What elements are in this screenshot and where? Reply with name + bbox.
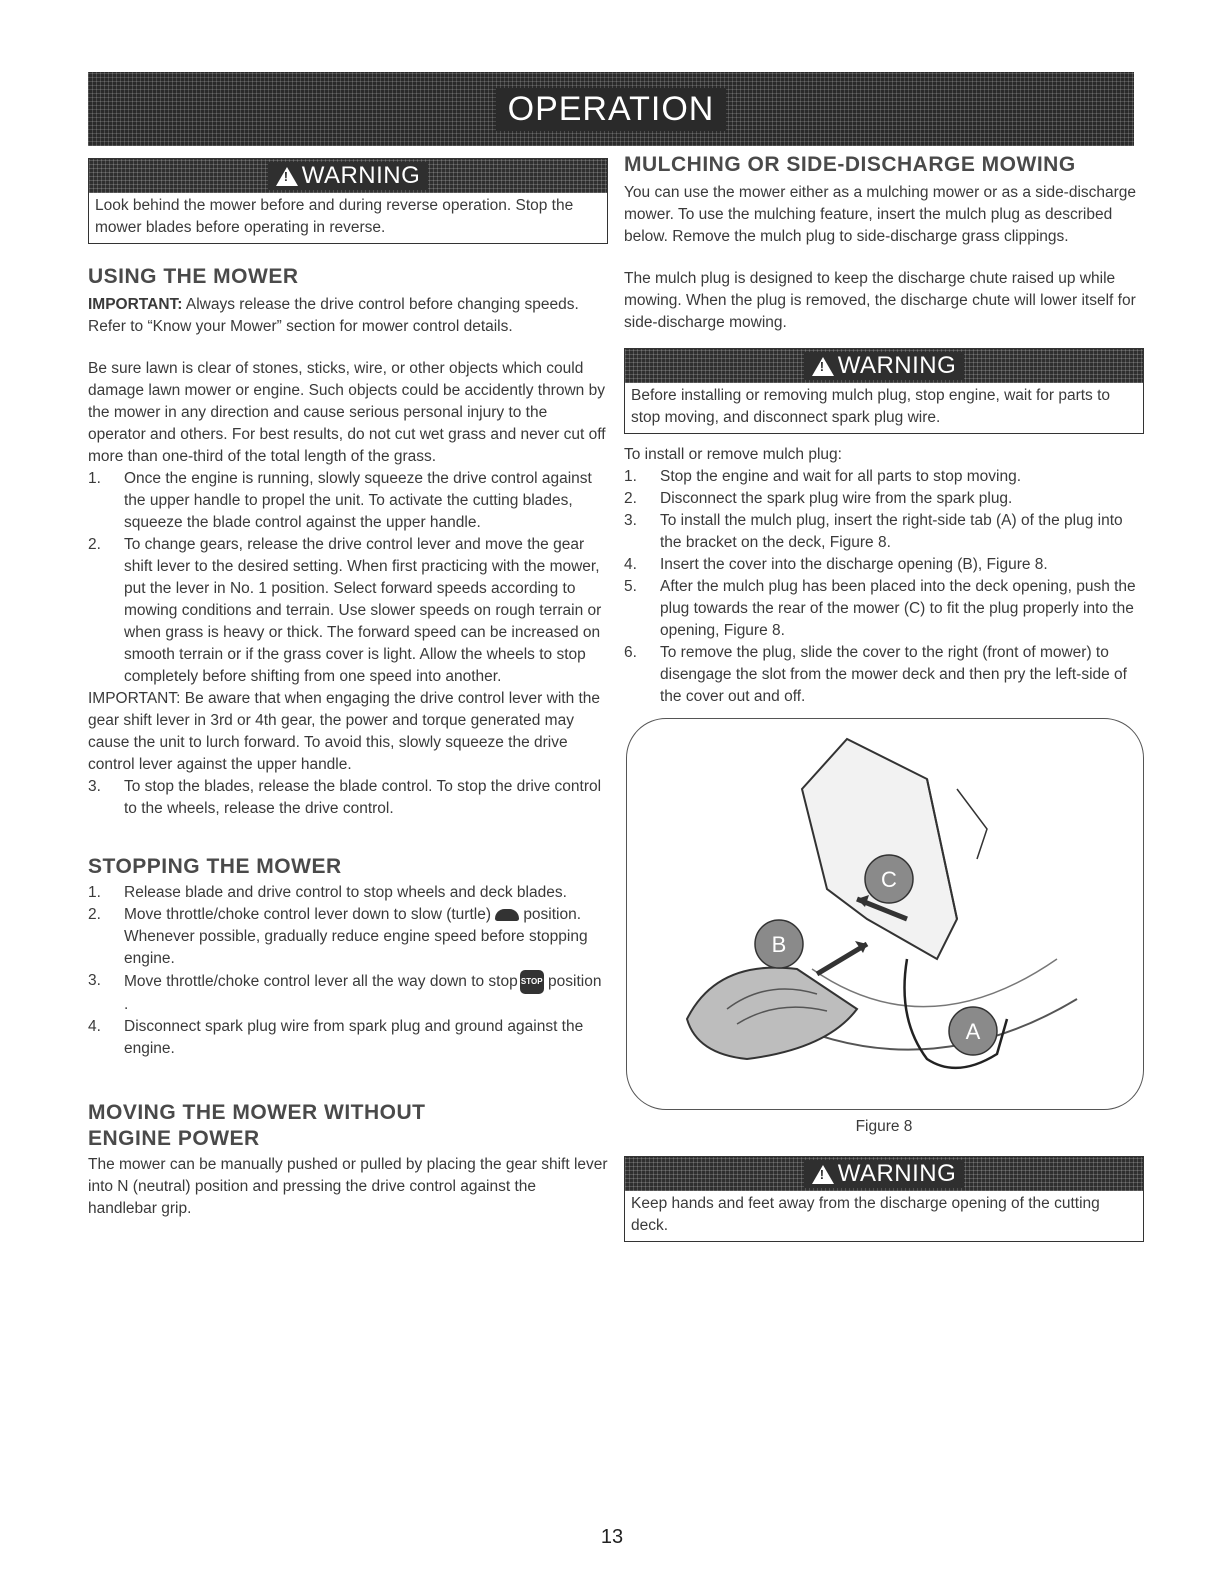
right-column xyxy=(624,152,1144,1242)
list-item: 2. To change gears, release the drive control lever and move the gear shift lever to the desired setting. When first practicing with the mower, put the lever in No. 1 position. Select forward speeds according to mowing conditions and terrain. Use slower speeds on rough terrain or when grass is heavy or thick. The forward speed can be increased on smooth terrain or if the grass cover is light. Allow the wheels to stop completely before shifting from one speed into another. xyxy=(88,536,602,685)
important-text: Always release the drive control before changing speeds. Refer to “Know your Mower” section for mower control details. xyxy=(88,296,579,335)
callout-b-label: B xyxy=(771,932,787,957)
warning-title: WARNING xyxy=(301,162,421,189)
warning-box-reverse xyxy=(88,158,608,244)
figure-caption: Figure 8 xyxy=(855,1118,913,1135)
important-label: IMPORTANT: xyxy=(88,296,183,313)
list-item: 3. To install the mulch plug, insert the right-side tab (A) of the plug into the bracket on the deck, Figure 8. xyxy=(624,512,1123,551)
list-item: 2. Disconnect the spark plug wire from the spark plug. xyxy=(624,490,1013,507)
lawn-safety-paragraph: Be sure lawn is clear of stones, sticks, wire, or other objects which could damage lawn mower or engine. Such objects could be accidently thrown by the mower in any direction and cause serious personal injury to the operator and others. For best results, do not cut wet grass and never cut off more than one-third of the total length of the grass. xyxy=(88,360,606,465)
warning-header xyxy=(625,349,1143,383)
using-steps-list-cont xyxy=(88,776,608,820)
warning-box-mulch-plug xyxy=(624,348,1144,434)
left-column xyxy=(88,158,608,1220)
list-item: 1. Once the engine is running, slowly squeeze the drive control against the upper handle to propel the unit. To activate the cutting blades, squeeze the blade control against the upper handle. xyxy=(88,470,592,531)
warning-header xyxy=(625,1157,1143,1191)
list-item: 3. To stop the blades, release the blade control. To stop the drive control to the wheels, release the drive control. xyxy=(88,778,602,817)
heading-using-the-mower: USING THE MOWER xyxy=(88,265,299,288)
list-item: 3. Move throttle/choke control lever all the way down to stop STOP position . xyxy=(88,972,602,1013)
arrow-insert-icon xyxy=(817,944,867,974)
list-item: 2. Move throttle/choke control lever down to slow (turtle) position. Whenever possible, gradually reduce engine speed before stopping engine. xyxy=(88,906,588,967)
using-steps-list xyxy=(88,468,608,688)
turtle-icon xyxy=(495,909,519,921)
stop-sign-icon: STOP xyxy=(520,970,544,994)
warning-text: Look behind the mower before and during reverse operation. Stop the mower blades before operating in reverse. xyxy=(95,197,574,236)
important-gear-note: IMPORTANT: Be aware that when engaging the drive control lever with the gear shift lever in 3rd or 4th gear, the power and torque generated may cause the unit to lurch forward. To avoid this, slowly squeeze the drive control lever against the upper handle. xyxy=(88,690,601,773)
list-item: 5. After the mulch plug has been placed into the deck opening, push the plug towards the rear of the mower (C) to fit the plug properly into the opening, Figure 8. xyxy=(624,578,1136,639)
warning-text: Keep hands and feet away from the discharge opening of the cutting deck. xyxy=(631,1195,1100,1234)
list-item: 4. Insert the cover into the discharge opening (B), Figure 8. xyxy=(624,556,1048,573)
mulching-paragraph-2: The mulch plug is designed to keep the discharge chute raised up while mowing. When the plug is removed, the discharge chute will lower itself for side-discharge mowing. xyxy=(624,270,1136,331)
callout-a-label: A xyxy=(965,1019,981,1044)
warning-title: WARNING xyxy=(837,1160,957,1187)
warning-header xyxy=(89,159,607,193)
deck-inner-edge xyxy=(812,959,1057,1007)
warning-triangle-icon xyxy=(812,357,834,376)
section-banner xyxy=(88,72,1134,146)
warning-text: Before installing or removing mulch plug, stop engine, wait for parts to stop moving, and disconnect spark plug wire. xyxy=(631,387,1111,426)
important-note xyxy=(88,294,608,338)
mulch-plug-illustration xyxy=(627,719,1143,1109)
list-item: 4. Disconnect spark plug wire from spark plug and ground against the engine. xyxy=(88,1018,584,1057)
chute-bracket xyxy=(957,789,987,859)
list-item: 6. To remove the plug, slide the cover to the right (front of mower) to disengage the slot from the mower deck and then pry the left-side of the cover out and off. xyxy=(624,644,1127,705)
list-item: 1. Stop the engine and wait for all parts to stop moving. xyxy=(624,468,1022,485)
heading-moving-without-power: MOVING THE MOWER WITHOUT ENGINE POWER xyxy=(88,1101,426,1150)
discharge-chute xyxy=(802,739,957,959)
warning-triangle-icon xyxy=(812,1165,834,1184)
mulch-plug-steps xyxy=(624,466,1144,708)
stopping-steps-list xyxy=(88,882,608,1060)
moving-paragraph: The mower can be manually pushed or pulled by placing the gear shift lever into N (neutral) position and pressing the drive control against the handlebar grip. xyxy=(88,1156,608,1217)
heading-stopping-the-mower: STOPPING THE MOWER xyxy=(88,855,342,878)
mulching-paragraph-1: You can use the mower either as a mulching mower or as a side-discharge mower. To use the mulching feature, insert the mulch plug as described below. Remove the mulch plug to side-discharge grass clippings. xyxy=(624,184,1137,245)
warning-box-discharge-opening xyxy=(624,1156,1144,1242)
warning-triangle-icon xyxy=(276,167,298,186)
list-item: 1. Release blade and drive control to stop wheels and deck blades. xyxy=(88,884,567,901)
section-title: OPERATION xyxy=(496,88,727,131)
heading-mulching: MULCHING OR SIDE-DISCHARGE MOWING xyxy=(624,153,1076,176)
warning-title: WARNING xyxy=(837,352,957,379)
mulch-plug-intro: To install or remove mulch plug: xyxy=(624,446,842,463)
callout-c-label: C xyxy=(881,867,897,892)
figure-8-frame xyxy=(626,718,1144,1110)
page-number: 13 xyxy=(600,1526,624,1548)
